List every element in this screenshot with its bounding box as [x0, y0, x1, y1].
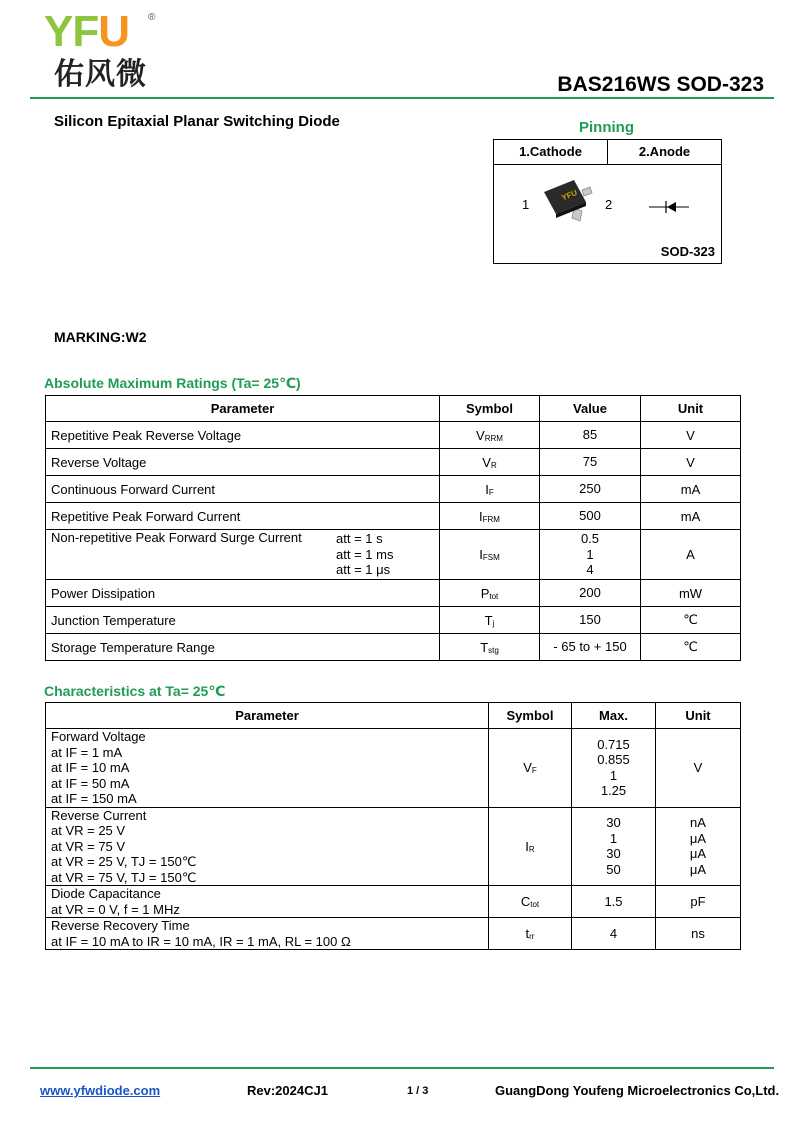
parameter-line: at VR = 25 V — [51, 823, 126, 838]
unit-cell — [656, 918, 741, 950]
document-subtitle: Silicon Epitaxial Planar Switching Diode — [54, 113, 340, 130]
parameter-name: Repetitive Peak Reverse Voltage — [51, 427, 242, 443]
parameter-line: at IF = 1 mA — [51, 744, 123, 760]
abs-max-title: Absolute Maximum Ratings (Ta= 25℃) — [44, 375, 301, 391]
table-row — [46, 503, 741, 530]
symbol-subscript: F — [531, 766, 537, 776]
max-value: 0.715 — [597, 736, 630, 752]
value: 250 — [579, 481, 601, 497]
parameter-name: Non-repetitive Peak Forward Surge Current — [51, 530, 302, 545]
unit-value: ns — [691, 925, 705, 941]
parameter-name: Reverse Voltage — [51, 454, 147, 470]
abs-max-table — [45, 395, 741, 661]
condition-line: att = 1 μs — [336, 562, 391, 577]
unit-cell: V — [641, 422, 741, 449]
symbol-subscript: stg — [488, 645, 499, 655]
logo — [44, 7, 130, 56]
symbol-cell — [489, 886, 572, 918]
table-row — [46, 476, 741, 503]
value: 200 — [579, 585, 601, 601]
parameter-cell — [46, 634, 440, 661]
symbol-base: V — [523, 760, 532, 776]
table-row — [46, 886, 741, 918]
value: 75 — [582, 454, 598, 470]
symbol-base: T — [480, 639, 489, 655]
table-row — [46, 607, 741, 634]
unit-cell: A — [641, 530, 741, 580]
pinning-box — [493, 139, 722, 264]
max-cell — [572, 886, 656, 918]
logo-latin: YFU — [44, 7, 130, 56]
col-header-parameter: Parameter — [46, 396, 440, 422]
symbol-cell — [440, 476, 540, 503]
max-value: 50 — [606, 861, 621, 877]
col-header-symbol: Symbol — [489, 703, 572, 729]
col-header-max: Max. — [572, 703, 656, 729]
value-line: 1 — [586, 546, 594, 562]
symbol-base: I — [525, 838, 529, 854]
symbol-base: P — [480, 585, 490, 601]
characteristics-table — [45, 702, 741, 950]
pin1-label: 1.Cathode — [494, 140, 608, 164]
symbol-base: I — [479, 508, 483, 524]
registered-mark: ® — [148, 12, 156, 23]
unit-cell: mA — [641, 503, 741, 530]
parameter-line: at IF = 10 mA — [51, 760, 130, 775]
col-header-parameter: Parameter — [46, 703, 489, 729]
part-number: BAS216WS SOD-323 — [557, 73, 764, 96]
unit-cell: mW — [641, 580, 741, 607]
symbol-subscript: F — [488, 487, 494, 497]
col-header-unit: Unit — [656, 703, 741, 729]
unit-cell: mA — [641, 476, 741, 503]
parameter-cell — [46, 530, 440, 580]
symbol-cell — [489, 918, 572, 950]
symbol-base: t — [525, 926, 530, 941]
pinning-title: Pinning — [579, 119, 634, 136]
table-row — [46, 580, 741, 607]
unit-cell: ℃ — [641, 634, 741, 661]
symbol-cell — [489, 807, 572, 886]
symbol-cell — [440, 607, 540, 634]
condition-list — [336, 531, 393, 578]
revision: Rev:2024CJ1 — [247, 1083, 328, 1098]
symbol-base: V — [476, 427, 485, 443]
website-link[interactable]: www.yfwdiode.com — [40, 1083, 161, 1098]
symbol-subscript: tot — [489, 591, 499, 601]
parameter-line: at IF = 50 mA — [51, 775, 130, 791]
package-image — [534, 174, 606, 232]
table-row — [46, 449, 741, 476]
pin-number-2: 2 — [605, 197, 613, 212]
value-cell — [540, 607, 641, 634]
value: 85 — [582, 427, 598, 443]
table-row — [46, 634, 741, 661]
unit-cell — [656, 886, 741, 918]
symbol-subscript: rr — [529, 932, 535, 941]
characteristics-title: Characteristics at Ta= 25℃ — [44, 683, 226, 699]
unit-cell — [656, 729, 741, 808]
footer-divider — [30, 1067, 774, 1069]
symbol-base: I — [479, 547, 483, 562]
parameter-line: at IF = 10 mA to IR = 10 mA, IR = 1 mA, RL = 100 Ω — [51, 933, 351, 949]
parameter-cell — [46, 918, 489, 950]
parameter-line: Diode Capacitance — [51, 886, 161, 901]
unit-value: nA — [690, 815, 706, 831]
company-name: GuangDong Youfeng Microelectronics Co,Ltd. — [495, 1083, 780, 1098]
package-marking: YFU — [560, 188, 579, 203]
parameter-line: Reverse Recovery Time — [51, 918, 190, 933]
table-row — [46, 807, 741, 886]
symbol-cell — [440, 503, 540, 530]
symbol-subscript: j — [492, 618, 495, 628]
parameter-name: Power Dissipation — [51, 585, 156, 601]
table-row — [46, 729, 741, 808]
col-header-symbol: Symbol — [440, 396, 540, 422]
value: - 65 to + 150 — [553, 639, 627, 655]
value-cell — [540, 449, 641, 476]
parameter-cell — [46, 476, 440, 503]
unit-value: μA — [689, 846, 707, 862]
max-value: 1 — [609, 830, 618, 846]
parameter-name: Repetitive Peak Forward Current — [51, 508, 241, 524]
parameter-line: at VR = 0 V, f = 1 MHz — [51, 901, 180, 917]
parameter-name: Junction Temperature — [51, 612, 176, 628]
parameter-cell — [46, 607, 440, 634]
parameter-cell — [46, 449, 440, 476]
max-cell — [572, 807, 656, 886]
parameter-cell — [46, 422, 440, 449]
symbol-cell — [440, 634, 540, 661]
symbol-base: I — [485, 481, 489, 497]
diode-symbol-icon — [649, 200, 689, 214]
marking-code: MARKING:W2 — [54, 329, 147, 345]
value: 500 — [579, 508, 601, 524]
symbol-cell — [440, 580, 540, 607]
max-value: 0.855 — [597, 752, 630, 768]
parameter-line: at VR = 75 V, TJ = 150℃ — [51, 869, 197, 885]
symbol-cell — [489, 729, 572, 808]
table-row — [46, 422, 741, 449]
parameter-line: Forward Voltage — [51, 729, 146, 744]
symbol-cell — [440, 449, 540, 476]
symbol-base: C — [520, 894, 531, 909]
symbol-subscript: R — [528, 844, 535, 854]
unit-value: μA — [689, 830, 707, 846]
table-row — [46, 918, 741, 950]
unit-value: μA — [689, 861, 707, 877]
parameter-line: Reverse Current — [51, 807, 147, 823]
value: 150 — [579, 612, 601, 628]
value-cell — [540, 580, 641, 607]
value-line: 4 — [586, 562, 594, 578]
unit-value: V — [693, 760, 703, 775]
parameter-cell — [46, 503, 440, 530]
unit-value: pF — [690, 893, 706, 909]
max-value: 30 — [606, 815, 621, 831]
unit-cell: ℃ — [641, 607, 741, 634]
package-name: SOD-323 — [660, 244, 715, 259]
symbol-base: T — [484, 612, 493, 628]
value-cell — [540, 476, 641, 503]
unit-cell: V — [641, 449, 741, 476]
parameter-line: at IF = 150 mA — [51, 791, 137, 806]
parameter-cell — [46, 729, 489, 808]
condition-line: att = 1 ms — [336, 546, 394, 562]
value-cell — [540, 422, 641, 449]
parameter-line: at VR = 25 V, TJ = 150℃ — [51, 854, 197, 869]
pin-number-1: 1 — [522, 197, 530, 212]
page-number: 1 / 3 — [407, 1085, 429, 1097]
value-cell — [540, 530, 641, 580]
max-value: 1.25 — [600, 783, 627, 799]
max-value: 30 — [606, 846, 621, 862]
symbol-base: V — [482, 454, 491, 470]
pin2-label: 2.Anode — [638, 144, 691, 159]
parameter-name: Continuous Forward Current — [51, 481, 216, 497]
parameter-name: Storage Temperature Range — [51, 639, 215, 655]
max-cell — [572, 729, 656, 808]
value-line: 0.5 — [580, 531, 600, 547]
parameter-cell — [46, 886, 489, 918]
logo-chinese: 佑风微 — [54, 58, 147, 91]
parameter-cell — [46, 580, 440, 607]
max-value: 4 — [609, 925, 618, 941]
symbol-cell — [440, 530, 540, 580]
logo-u-letter: U — [98, 7, 130, 56]
symbol-subscript: FSM — [482, 553, 500, 562]
value-cell — [540, 634, 641, 661]
symbol-subscript: R — [490, 460, 497, 470]
parameter-line: at VR = 75 V — [51, 838, 126, 854]
max-cell — [572, 918, 656, 950]
symbol-subscript: RRM — [484, 433, 503, 443]
condition-line: att = 1 s — [336, 531, 383, 546]
symbol-subscript: FRM — [482, 514, 500, 524]
max-value: 1.5 — [604, 893, 623, 909]
symbol-cell — [440, 422, 540, 449]
table-row — [46, 530, 741, 580]
parameter-cell — [46, 807, 489, 886]
col-header-unit: Unit — [641, 396, 741, 422]
header-divider — [30, 97, 774, 99]
value-cell — [540, 503, 641, 530]
col-header-value: Value — [540, 396, 641, 422]
max-value: 1 — [609, 767, 618, 783]
unit-cell — [656, 807, 741, 886]
symbol-subscript: tot — [530, 900, 540, 909]
